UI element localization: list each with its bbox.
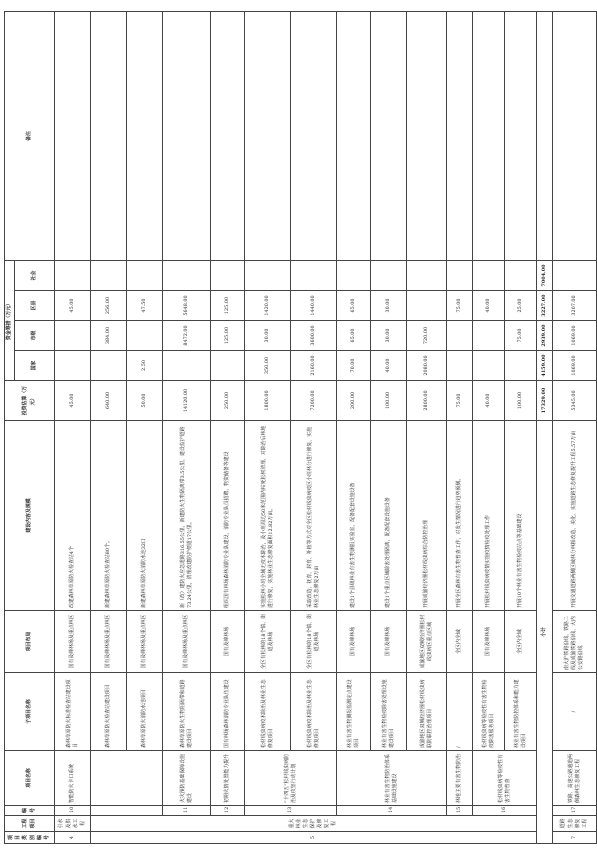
municipal-cell: 75.00 xyxy=(505,321,537,351)
content-cell: 开展10个林业有害生物检疫站点等基础建设 xyxy=(505,421,537,611)
municipal-cell: 3600.00 xyxy=(291,321,337,351)
hdr-category: 项目类别编号 xyxy=(5,832,55,844)
layout-cell: 国有及峰林场 xyxy=(473,611,505,673)
table-row xyxy=(55,11,91,843)
subtotal-inv: 17329.00 xyxy=(537,381,553,421)
remarks-cell xyxy=(163,11,211,260)
district-cell: 40.00 xyxy=(473,291,505,321)
hdr-remarks: 备注 xyxy=(5,11,55,260)
header-row-1 xyxy=(5,11,15,843)
subtotal-row xyxy=(537,11,553,843)
district-cell: 30.00 xyxy=(371,291,407,321)
social-cell xyxy=(91,260,127,290)
row-number-cell: 16 xyxy=(473,806,537,816)
subproject-cell: / xyxy=(553,673,597,751)
district-cell: 256.00 xyxy=(91,291,127,321)
national-cell: 2.50 xyxy=(127,351,163,381)
hdr-district: 区县 xyxy=(15,291,55,321)
table-row xyxy=(407,11,447,843)
district-cell: 125.00 xyxy=(211,291,245,321)
municipal-cell: 65.00 xyxy=(337,321,371,351)
content-cell: 新建森林草原防火检查站80个。 xyxy=(91,421,127,611)
layout-cell: 国有及峰林场 xyxy=(371,611,407,673)
district-cell: 25.00 xyxy=(505,291,537,321)
national-cell xyxy=(505,351,537,381)
social-cell xyxy=(211,260,245,290)
social-cell xyxy=(55,260,91,290)
subproject-cell: 林业有害生物防控体系和能力建设项目 xyxy=(505,673,537,751)
remarks-cell xyxy=(245,11,291,260)
remarks-cell xyxy=(127,11,163,260)
table-row xyxy=(553,11,597,843)
table-row xyxy=(127,11,163,843)
national-cell: 2160.00 xyxy=(291,351,337,381)
hdr-municipal: 市级 xyxy=(15,321,55,351)
layout-cell: 国有及峰林场 xyxy=(211,611,245,673)
content-cell: 开展交通道路两侧区域林分林相改造、美化、实施道路生态修复提升工程5.57万亩 xyxy=(553,421,597,611)
national-cell: 40.00 xyxy=(371,351,407,381)
subtotal-nat: 4159.00 xyxy=(537,351,553,381)
social-cell xyxy=(447,260,473,290)
remarks-cell xyxy=(505,11,537,260)
investment-cell: 5345.00 xyxy=(553,381,597,421)
table-row xyxy=(91,11,127,843)
national-cell xyxy=(91,351,127,381)
remarks-cell xyxy=(337,11,371,260)
remarks-cell xyxy=(55,11,91,260)
project-name-cell: 林地主要有害生物防治 xyxy=(447,751,473,806)
social-cell xyxy=(371,260,407,290)
table-row xyxy=(447,11,473,843)
social-cell xyxy=(291,260,337,290)
national-cell: 2080.00 xyxy=(407,351,447,381)
hdr-national: 国家 xyxy=(15,351,55,381)
row-number-cell: 10 xyxy=(55,806,91,816)
investment-cell: 14120.00 xyxy=(163,381,211,421)
subproject-cell: 林业有害生物检疫除害处理设施建设项目 xyxy=(371,673,407,751)
investment-cell: 50.00 xyxy=(127,381,163,421)
remarks-cell xyxy=(447,11,473,260)
category-no-cell: 5 xyxy=(91,832,537,844)
investment-cell: 250.00 xyxy=(211,381,245,421)
table-row xyxy=(371,11,407,843)
remarks-cell xyxy=(537,11,553,260)
content-cell: 新建森林草原防火消防水池32口 xyxy=(127,421,163,611)
row-number-cell: 14 xyxy=(337,806,447,816)
row-number-cell: 11 xyxy=(163,806,211,816)
remarks-cell xyxy=(407,11,447,260)
table-row xyxy=(245,11,291,843)
municipal-cell: 1069.00 xyxy=(553,321,597,351)
district-cell: 65.00 xyxy=(337,291,371,321)
hdr-layout: 项目布局 xyxy=(5,611,55,673)
layout-cell: 成渝地区双城经济圈松材线虫病区重点区域 xyxy=(407,611,447,673)
remarks-cell xyxy=(371,11,407,260)
layout-cell: 国有及峰林场及重点林区 xyxy=(127,611,163,673)
investment-cell: 100.00 xyxy=(371,381,407,421)
layout-cell: 全区内全域 xyxy=(505,611,537,673)
investment-cell: 100.00 xyxy=(505,381,537,421)
hdr-name: 项目名称 xyxy=(5,751,55,806)
project-name-cell: 松材线虫病等检疫性有害生物普查 xyxy=(473,751,537,806)
subproject-cell: 国有林场森林消防专业队伍建设 xyxy=(211,673,245,751)
table-row xyxy=(163,11,211,843)
investment-cell: 2800.00 xyxy=(407,381,447,421)
layout-cell: 国有及峰林场及重点林区 xyxy=(91,611,127,673)
investment-cell: 640.00 xyxy=(91,381,127,421)
district-cell: 1420.00 xyxy=(245,291,291,321)
project-type-cell: 道路生态修复工程 xyxy=(553,816,597,832)
row-number-cell: 12 xyxy=(211,806,245,816)
project-type-cell: 引水及供水工程 xyxy=(55,816,91,832)
content-cell: 建设1个县级林业有害生物测报实验室，配备配套设施设备 xyxy=(337,421,371,611)
district-cell: 45.00 xyxy=(55,291,91,321)
table-row xyxy=(505,11,537,843)
municipal-cell: 720.00 xyxy=(407,321,447,351)
subproject-cell: 森林草原防火消防水池项目 xyxy=(127,673,163,751)
social-cell xyxy=(127,260,163,290)
social-cell xyxy=(163,260,211,290)
social-cell xyxy=(505,260,537,290)
national-cell: 1069.00 xyxy=(553,351,597,381)
hdr-social: 社会 xyxy=(15,260,55,290)
social-cell xyxy=(337,260,371,290)
row-number-cell xyxy=(91,806,163,816)
remarks-cell xyxy=(91,11,127,260)
social-cell xyxy=(553,260,597,290)
municipal-cell: 30.00 xyxy=(245,321,291,351)
district-cell: 75.00 xyxy=(447,291,473,321)
subproject-cell: 森林草原防火标准检查站建设项目 xyxy=(55,673,91,751)
layout-cell: 全区有松林的18个镇、街道及林场 xyxy=(245,611,291,673)
content-cell: 开展松材线虫病疫情实施疫情检疫处理工作 xyxy=(473,421,505,611)
investment-cell: 7200.00 xyxy=(291,381,337,421)
project-name-cell xyxy=(91,751,163,806)
social-cell xyxy=(245,260,291,290)
hdr-funding: 资金筹措（万元） xyxy=(5,260,15,380)
category-no-cell: 4 xyxy=(55,832,91,844)
remarks-cell xyxy=(553,11,597,260)
project-name-cell: 智能防火卡口系统 xyxy=(55,751,91,806)
remarks-cell xyxy=(211,11,245,260)
municipal-cell: 30.00 xyxy=(371,321,407,351)
national-cell xyxy=(163,351,211,381)
row-number-cell: 17 xyxy=(553,806,597,816)
table-row xyxy=(473,11,505,843)
national-cell: 70.00 xyxy=(337,351,371,381)
subtotal-mun: 2939.00 xyxy=(537,321,553,351)
subtotal-soc: 7004.00 xyxy=(537,260,553,290)
layout-cell: 国有及峰林场及重点林区 xyxy=(163,611,211,673)
municipal-cell: 384.00 xyxy=(91,321,127,351)
table-row xyxy=(291,11,337,843)
investment-cell: 45.00 xyxy=(55,381,91,421)
project-name-cell: 林业有害生物防治体系基础设施建设 xyxy=(337,751,447,806)
investment-cell: 75.00 xyxy=(447,381,473,421)
category-no-cell: 7 xyxy=(553,832,597,844)
layout-cell: 国有及峰林场及重点林区 xyxy=(55,611,91,673)
table-row xyxy=(211,11,245,843)
layout-cell: 全区有松林的18个镇、街道及林场 xyxy=(291,611,337,673)
project-name-cell: 火灾预防基础保障设施建设 xyxy=(163,751,211,806)
remarks-cell xyxy=(473,11,505,260)
national-cell xyxy=(473,351,505,381)
social-cell xyxy=(473,260,505,290)
district-cell: 5648.00 xyxy=(163,291,211,321)
subtotal-label: 小计 xyxy=(537,421,553,844)
content-cell: 开展成渝经济圈松材线虫病综合防控治理 xyxy=(407,421,447,611)
project-name-cell: 铁路、高速公路通道两侧森林生态修复工程 xyxy=(553,751,597,806)
national-cell: 350.00 xyxy=(245,351,291,381)
hdr-investment: 投资估算（万元） xyxy=(5,381,55,421)
hdr-type: 工程项目 xyxy=(5,816,55,832)
subproject-cell: 松材线虫病疫木除治及林业生态修复项目 xyxy=(291,673,337,751)
national-cell xyxy=(447,351,473,381)
layout-cell: 南大沪铁路沿线、铁路二线及成渝铁路沿线、大内公安路沿线 xyxy=(553,611,597,673)
district-cell: 47.50 xyxy=(127,291,163,321)
subtotal-dis: 3227.00 xyxy=(537,291,553,321)
investment-cell: 1800.00 xyxy=(245,381,291,421)
municipal-cell xyxy=(127,321,163,351)
table-body xyxy=(55,11,597,843)
municipal-cell xyxy=(55,321,91,351)
district-cell xyxy=(407,291,447,321)
district-cell: 3207.00 xyxy=(553,291,597,321)
investment-cell: 40.00 xyxy=(473,381,505,421)
content-cell: 开展全区森林有害生物普查工作，对发生情况进行趋势预测。 xyxy=(447,421,473,611)
national-cell xyxy=(55,351,91,381)
subproject-cell: 森林草原防火生物阻隔带和道路建设项目 xyxy=(163,673,211,751)
subproject-cell: 成渝地区双城经济圈松材线虫病联防联控治理项目 xyxy=(407,673,447,751)
table-row xyxy=(337,11,371,843)
layout-cell: 国有及峰林场 xyxy=(337,611,371,673)
hdr-sub: 子项目名称 xyxy=(5,673,55,751)
project-name-cell: “十四五”松材线虫病防治及攻坚行动计划 xyxy=(245,751,337,806)
content-cell: 改建森林草原防火检查站4个 xyxy=(55,421,91,611)
content-cell: 新（改）建防火应急道路316.55公里，新建防火生物隔离带3.5公里，建设监护道路73.24公里，清理改建防护便道17公里。 xyxy=(163,421,211,611)
subproject-cell: 松材线虫病疫木除治及林业生态修复项目 xyxy=(245,673,291,751)
content-cell: 建设1个重点区域除害处理隔离，配备配套设施设备 xyxy=(371,421,407,611)
project-table xyxy=(4,11,597,844)
content-cell: 采取改造、抚育、封育、补植等方式对全区松材线虫病疫区小班林分进行修复，实施林业生态修复2万亩 xyxy=(291,421,337,611)
municipal-cell: 8472.00 xyxy=(163,321,211,351)
district-cell: 1440.00 xyxy=(291,291,337,321)
layout-cell: 全区内全域 xyxy=(447,611,473,673)
municipal-cell: 125.00 xyxy=(211,321,245,351)
content-cell: 实施松林小班全域无疫木除治，及小班周边50米范围内枯死松树清理，对除治后林地进行修复，实施林业生态修复面积12.82万亩。 xyxy=(245,421,291,611)
national-cell xyxy=(211,351,245,381)
hdr-no: 编号 xyxy=(5,806,55,816)
subproject-cell: / xyxy=(447,673,473,751)
municipal-cell xyxy=(473,321,505,351)
remarks-cell xyxy=(291,11,337,260)
project-type-cell: 重大林业生态保护及修复工程 xyxy=(91,816,537,832)
subproject-cell: 森林草原防火检查站建设项目 xyxy=(91,673,127,751)
subproject-cell: 松材线虫病等检疫性有害生物检疫除害服务项目 xyxy=(473,673,505,751)
content-cell: 组织国有林场森林消防专业队建设，消防专业队员招聘，物资储备等建设 xyxy=(211,421,245,611)
subproject-cell: 林业有害生物测报监测定点建设项目 xyxy=(337,673,371,751)
social-cell xyxy=(407,260,447,290)
hdr-content: 建设内容及规模 xyxy=(5,421,55,611)
municipal-cell xyxy=(447,321,473,351)
row-number-cell: 13 xyxy=(245,806,337,816)
row-number-cell: 15 xyxy=(447,806,473,816)
investment-cell: 200.00 xyxy=(337,381,371,421)
project-name-cell: 初期火情处置能力提升 xyxy=(211,751,245,806)
